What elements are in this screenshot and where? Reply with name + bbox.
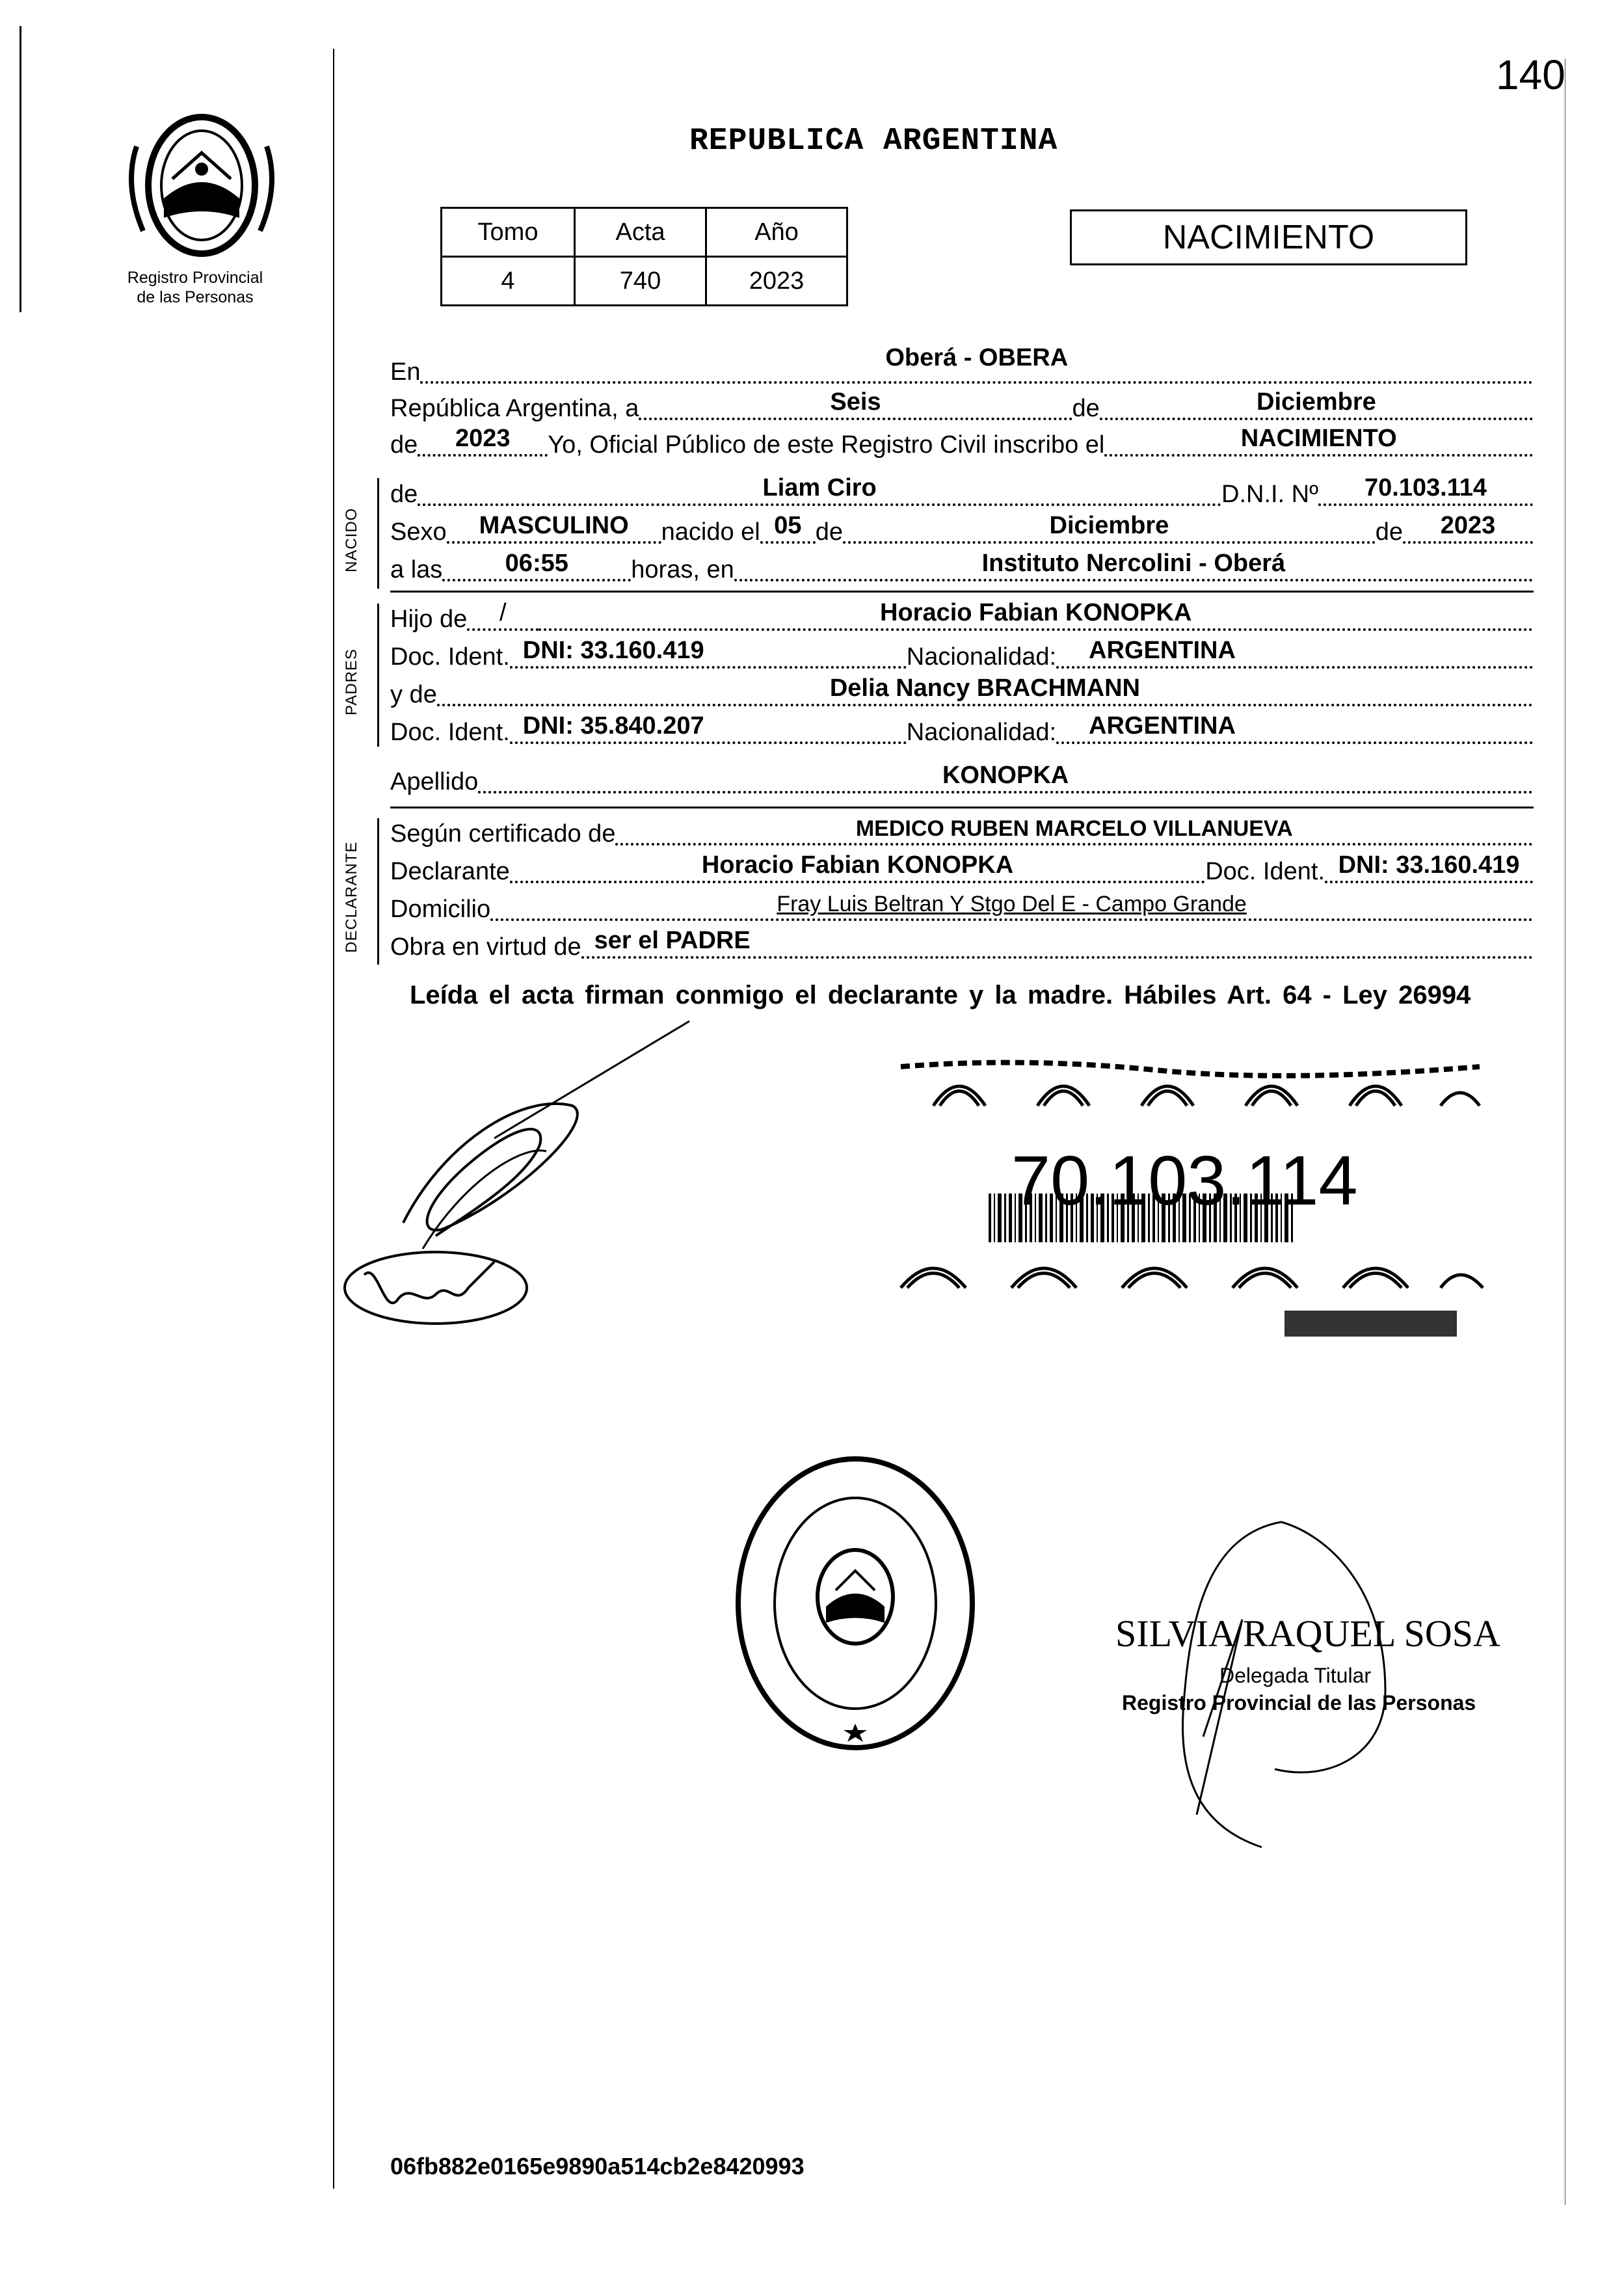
row-year: de 2023 Yo, Oficial Público de este Registro Civil inscribo el NACIMIENTO xyxy=(390,424,1533,462)
father-name: Horacio Fabian KONOPKA xyxy=(880,599,1192,626)
obra-value: ser el PADRE xyxy=(594,927,751,954)
mother-doc: DNI: 35.840.207 xyxy=(522,712,704,740)
mother-nationality: ARGENTINA xyxy=(1089,712,1236,740)
declarante-doc: DNI: 33.160.419 xyxy=(1338,851,1520,879)
birth-place: Instituto Nercolini - Oberá xyxy=(981,550,1286,577)
separator xyxy=(390,591,1534,593)
declarante-section-label: DECLARANTE xyxy=(343,841,360,953)
registrar-institution: Registro Provincial de las Personas xyxy=(1122,1691,1476,1714)
page-number: 140 xyxy=(1496,51,1565,98)
padres-section-label: PADRES xyxy=(343,648,360,715)
row-declarante: Declarante Horacio Fabian KONOPKA Doc. Ident. DNI: 33.160.419 xyxy=(390,851,1533,888)
father-mark: / xyxy=(499,599,507,626)
nacido-bracket xyxy=(377,478,379,589)
province-logo xyxy=(124,107,280,263)
act-type-box: NACIMIENTO xyxy=(1070,209,1467,265)
row-obra: Obra en virtud de ser el PADRE xyxy=(390,926,1533,964)
year-value: 2023 xyxy=(455,425,511,452)
sticker-dni: 70.103.114 xyxy=(1011,1141,1358,1220)
child-name: Liam Ciro xyxy=(762,474,877,501)
row-certificado: Según certificado de MEDICO RUBEN MARCELO VILLANUEVA xyxy=(390,813,1533,851)
padres-bracket xyxy=(377,604,379,747)
anio-header: Año xyxy=(706,208,847,257)
row-domicilio: Domicilio Fray Luis Beltran Y Stgo Del E - Campo Grande xyxy=(390,888,1533,926)
left-margin-line xyxy=(20,26,21,312)
acta-value: 740 xyxy=(575,257,706,306)
mother-name: Delia Nancy BRACHMANN xyxy=(829,674,1141,702)
registry-table xyxy=(440,207,848,306)
apellido-value: KONOPKA xyxy=(942,762,1069,789)
declarante-bracket xyxy=(377,818,379,965)
anio-value: 2023 xyxy=(706,257,847,306)
nacido-section-label: NACIDO xyxy=(343,507,360,572)
registrar-name: SILVIA RAQUEL SOSA xyxy=(1115,1612,1500,1655)
sexo-value: MASCULINO xyxy=(479,512,629,539)
tomo-header: Tomo xyxy=(442,208,575,257)
country-title: REPUBLICA ARGENTINA xyxy=(689,124,1058,159)
row-sexo: Sexo MASCULINO nacido el 05 de Diciembre de 2023 xyxy=(390,511,1533,549)
child-dni: 70.103.114 xyxy=(1364,474,1487,501)
row-father-doc: Doc. Ident. DNI: 33.160.419 Nacionalidad: ARGENTINA xyxy=(390,636,1533,674)
acta-header: Acta xyxy=(575,208,706,257)
row-madre: y de Delia Nancy BRACHMANN xyxy=(390,674,1533,712)
birth-year: 2023 xyxy=(1440,512,1496,539)
place-value: Oberá - OBERA xyxy=(885,344,1069,371)
birth-day: 05 xyxy=(774,512,802,539)
inscribe-value: NACIMIENTO xyxy=(1240,425,1397,452)
document-hash: 06fb882e0165e9890a514cb2e8420993 xyxy=(390,2153,805,2180)
row-apellido: Apellido KONOPKA xyxy=(390,761,1533,799)
row-hora: a las 06:55 horas, en Instituto Nercolini - Oberá xyxy=(390,549,1533,587)
row-hijo: Hijo de / Horacio Fabian KONOPKA xyxy=(390,598,1533,636)
separator-2 xyxy=(390,807,1534,808)
birth-month: Diciembre xyxy=(1049,512,1169,539)
row-nacido-name: de Liam Ciro D.N.I. Nº 70.103.114 xyxy=(390,474,1533,511)
registry-seal xyxy=(728,1450,982,1756)
cert-value: MEDICO RUBEN MARCELO VILLANUEVA xyxy=(855,816,1293,841)
tomo-value: 4 xyxy=(442,257,575,306)
father-nationality: ARGENTINA xyxy=(1089,637,1236,664)
logo-caption: Registro Provincial de las Personas xyxy=(127,269,263,306)
declarante-name: Horacio Fabian KONOPKA xyxy=(701,851,1014,879)
birth-hour: 06:55 xyxy=(505,550,568,577)
row-republica: República Argentina, a Seis de Diciembre xyxy=(390,388,1533,425)
father-doc: DNI: 33.160.419 xyxy=(522,637,704,664)
row-en: En Oberá - OBERA xyxy=(390,351,1533,389)
day-value: Seis xyxy=(830,388,881,416)
closing-text: Leída el acta firman conmigo el declarante y la madre. Hábiles Art. 64 - Ley 26994 xyxy=(410,981,1471,1009)
row-mother-doc: Doc. Ident. DNI: 35.840.207 Nacionalidad: ARGENTINA xyxy=(390,712,1533,749)
declarante-signature xyxy=(325,1015,741,1353)
domicilio-value: Fray Luis Beltran Y Stgo Del E - Campo Grande xyxy=(777,892,1247,916)
registrar-title: Delegada Titular xyxy=(1219,1664,1372,1687)
month-value: Diciembre xyxy=(1257,388,1376,416)
